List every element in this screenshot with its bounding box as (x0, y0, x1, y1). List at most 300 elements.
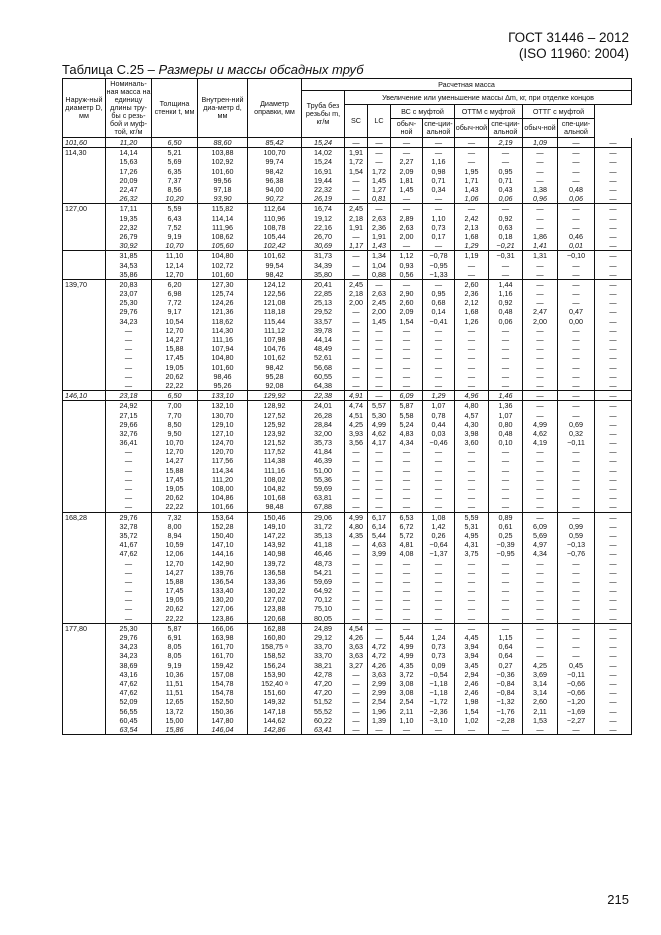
table-cell: 114,14 (198, 214, 248, 223)
table-row (63, 381, 632, 391)
table-cell: 1,53 (523, 716, 558, 725)
table-cell: — (391, 363, 423, 372)
table-cell: — (489, 363, 523, 372)
table-cell: −0,54 (423, 670, 455, 679)
table-cell: — (345, 493, 368, 502)
table-row (63, 176, 632, 185)
table-cell (63, 185, 106, 194)
table-cell: — (558, 604, 595, 613)
table-cell: 2,47 (523, 307, 558, 316)
table-cell: — (523, 502, 558, 512)
table-cell: — (523, 642, 558, 651)
table-cell: 1,86 (523, 232, 558, 241)
table-cell: — (595, 466, 632, 475)
table-cell: 0,10 (489, 438, 523, 447)
table-row (63, 706, 632, 715)
table-cell: — (345, 688, 368, 697)
table-cell: 4,99 (368, 420, 391, 429)
table-cell: 12,70 (152, 558, 198, 567)
table-cell: 123,92 (248, 429, 302, 438)
table-cell: — (558, 447, 595, 456)
table-cell: 4,19 (523, 438, 558, 447)
table-row (63, 167, 632, 176)
table-cell (63, 522, 106, 531)
table-cell: 0,64 (489, 651, 523, 660)
table-cell: — (595, 326, 632, 335)
table-cell (63, 372, 106, 381)
table-cell: 31,73 (302, 251, 345, 261)
table-row (63, 420, 632, 429)
table-cell: 38,21 (302, 661, 345, 670)
table-cell: 41,84 (302, 447, 345, 456)
table-cell (63, 633, 106, 642)
table-cell (63, 232, 106, 241)
table-cell: — (558, 623, 595, 633)
table-cell: 9,19 (152, 232, 198, 241)
table-cell: — (423, 604, 455, 613)
table-cell: — (558, 138, 595, 148)
table-row (63, 447, 632, 456)
table-cell: — (455, 558, 489, 567)
table-cell: 12,70 (152, 326, 198, 335)
table-cell: — (455, 623, 489, 633)
table-cell: 17,45 (152, 353, 198, 362)
table-cell: 3,14 (523, 688, 558, 697)
table-row (63, 531, 632, 540)
table-cell (63, 326, 106, 335)
table-cell: — (523, 558, 558, 567)
table-cell: 2,90 (391, 289, 423, 298)
table-cell: — (523, 289, 558, 298)
table-cell: 150,46 (248, 512, 302, 522)
table-cell: 154,78 (198, 688, 248, 697)
table-cell: 1,04 (368, 260, 391, 269)
table-cell: 3,98 (455, 429, 489, 438)
table-cell: — (423, 148, 455, 158)
table-cell: 75,10 (302, 604, 345, 613)
table-cell: −0,41 (423, 317, 455, 326)
table-cell: — (558, 614, 595, 624)
table-cell: 111,96 (198, 223, 248, 232)
table-cell: 29,76 (106, 633, 152, 642)
table-cell: — (558, 298, 595, 307)
table-cell: 127,52 (248, 410, 302, 419)
table-cell: 35,86 (106, 270, 152, 280)
table-cell: — (595, 344, 632, 353)
table-cell: 0,61 (489, 522, 523, 531)
table-cell: 13,72 (152, 706, 198, 715)
table-cell: — (106, 335, 152, 344)
table-cell: — (489, 475, 523, 484)
table-cell: — (423, 279, 455, 289)
table-cell: — (345, 344, 368, 353)
table-cell: — (455, 568, 489, 577)
table-cell: 100,70 (248, 148, 302, 158)
table-cell: — (489, 577, 523, 586)
table-cell: — (423, 363, 455, 372)
table-cell: 25,30 (106, 623, 152, 633)
table-cell: — (368, 353, 391, 362)
table-cell: — (345, 558, 368, 567)
table-row (63, 185, 632, 194)
table-cell: 48,73 (302, 558, 345, 567)
table-cell (63, 176, 106, 185)
table-cell: — (595, 372, 632, 381)
table-cell: — (595, 298, 632, 307)
table-cell: 34,23 (106, 642, 152, 651)
table-cell: 1,54 (345, 167, 368, 176)
table-cell: — (106, 353, 152, 362)
table-cell: — (391, 568, 423, 577)
col-bc-ordinary: обыч-ной (391, 119, 423, 138)
table-cell: — (345, 577, 368, 586)
table-cell (63, 410, 106, 419)
table-cell (63, 642, 106, 651)
col-diameter: Наруж-ный диаметр D, мм (63, 79, 106, 138)
table-cell: — (595, 176, 632, 185)
table-cell: — (345, 251, 368, 261)
table-cell: 1,95 (455, 167, 489, 176)
table-cell: — (391, 475, 423, 484)
table-cell: 10,36 (152, 670, 198, 679)
table-cell: — (391, 484, 423, 493)
table-cell: — (558, 279, 595, 289)
table-cell: 3,63 (368, 670, 391, 679)
table-cell: 8,94 (152, 531, 198, 540)
col-drift-diameter: Диаметр оправки, мм (248, 79, 302, 138)
table-cell: 80,05 (302, 614, 345, 624)
table-cell: −3,10 (423, 716, 455, 725)
table-cell: 0,81 (368, 194, 391, 204)
table-caption (62, 62, 364, 77)
table-cell: 1,38 (523, 185, 558, 194)
table-cell: — (523, 157, 558, 166)
table-cell: — (423, 204, 455, 214)
table-cell: 114,34 (198, 466, 248, 475)
table-cell: 5,69 (523, 531, 558, 540)
table-cell: 110,96 (248, 214, 302, 223)
table-row (63, 512, 632, 522)
table-cell: 0,73 (423, 651, 455, 660)
table-cell: 26,28 (302, 410, 345, 419)
table-cell: — (455, 725, 489, 735)
table-cell: — (345, 595, 368, 604)
table-cell: 121,08 (248, 298, 302, 307)
table-cell: — (368, 595, 391, 604)
table-cell: 56,68 (302, 363, 345, 372)
table-cell: — (558, 633, 595, 642)
table-cell: 24,92 (106, 401, 152, 411)
table-cell: −1,37 (423, 549, 455, 558)
iso-number: (ISO 11960: 2004) (518, 46, 629, 61)
table-cell: 127,30 (198, 279, 248, 289)
table-cell: 3,69 (523, 670, 558, 679)
table-cell: — (558, 372, 595, 381)
table-cell: 136,54 (198, 577, 248, 586)
table-cell: — (455, 577, 489, 586)
table-cell: — (595, 502, 632, 512)
table-cell: 150,40 (198, 531, 248, 540)
table-cell: 0,98 (423, 167, 455, 176)
table-cell: — (595, 279, 632, 289)
table-cell: — (558, 148, 595, 158)
table-cell: 1,27 (368, 185, 391, 194)
table-row (63, 307, 632, 316)
table-cell: — (455, 138, 489, 148)
table-cell: — (595, 661, 632, 670)
table-cell: — (368, 344, 391, 353)
table-cell: 154,78 (198, 679, 248, 688)
table-cell: 114,30 (198, 326, 248, 335)
table-cell: −2,36 (423, 706, 455, 715)
table-cell: 104,76 (248, 344, 302, 353)
table-cell: 5,58 (391, 410, 423, 419)
table-cell: — (595, 512, 632, 522)
table-cell: — (368, 148, 391, 158)
table-cell: — (345, 353, 368, 362)
table-cell (63, 725, 106, 735)
table-cell: — (523, 466, 558, 475)
table-cell: 104,80 (198, 353, 248, 362)
table-cell: 3,75 (455, 549, 489, 558)
table-cell: — (106, 493, 152, 502)
table-cell (63, 670, 106, 679)
table-cell: — (523, 260, 558, 269)
table-row (63, 475, 632, 484)
table-cell: 4,51 (345, 410, 368, 419)
table-cell: — (368, 204, 391, 214)
table-cell (63, 531, 106, 540)
table-cell: 0,48 (489, 429, 523, 438)
table-cell: 29,06 (302, 512, 345, 522)
table-cell: — (455, 381, 489, 391)
table-cell (63, 549, 106, 558)
table-cell: 2,09 (391, 307, 423, 316)
table-cell: 9,17 (152, 307, 198, 316)
table-cell: — (423, 595, 455, 604)
table-cell (63, 289, 106, 298)
table-cell: — (558, 176, 595, 185)
table-row (63, 633, 632, 642)
table-cell: 4,62 (368, 429, 391, 438)
table-cell: — (595, 633, 632, 642)
table-cell: — (345, 670, 368, 679)
table-cell: — (423, 614, 455, 624)
table-cell (63, 307, 106, 316)
table-cell: 1,46 (489, 391, 523, 401)
table-cell: — (345, 614, 368, 624)
table-cell: 46,39 (302, 456, 345, 465)
table-cell: — (595, 270, 632, 280)
table-cell: — (106, 363, 152, 372)
col-lc: LC (368, 105, 391, 138)
table-cell: — (489, 466, 523, 475)
table-cell: 5,31 (455, 522, 489, 531)
table-cell: 107,94 (198, 344, 248, 353)
table-cell: 117,52 (248, 447, 302, 456)
table-cell: 26,19 (302, 194, 345, 204)
table-row (63, 157, 632, 166)
table-cell: 1,68 (455, 232, 489, 241)
table-cell: 107,98 (248, 335, 302, 344)
table-cell: — (345, 194, 368, 204)
table-cell: — (489, 484, 523, 493)
table-cell: 20,09 (106, 176, 152, 185)
table-cell: −0,11 (558, 438, 595, 447)
table-cell: — (489, 270, 523, 280)
table-cell: — (455, 614, 489, 624)
table-cell: — (368, 157, 391, 166)
table-cell: −1,33 (423, 270, 455, 280)
table-cell: 63,41 (302, 725, 345, 735)
table-cell: — (106, 372, 152, 381)
table-cell: 29,66 (106, 420, 152, 429)
table-cell: 143,92 (248, 540, 302, 549)
table-cell: — (345, 484, 368, 493)
table-cell: 5,72 (391, 531, 423, 540)
table-cell: 115,82 (198, 204, 248, 214)
table-cell: 2,00 (523, 317, 558, 326)
table-cell: 10,70 (152, 438, 198, 447)
col-calc-mass: Расчетная масса (302, 79, 632, 91)
table-cell: — (106, 558, 152, 567)
table-cell: 5,87 (391, 401, 423, 411)
table-cell: 17,45 (152, 586, 198, 595)
table-row (63, 716, 632, 725)
table-cell: 6,98 (152, 289, 198, 298)
table-row (63, 429, 632, 438)
table-cell: 1,68 (455, 307, 489, 316)
table-cell: 129,10 (198, 420, 248, 429)
table-row (63, 410, 632, 419)
table-body (63, 138, 632, 735)
table-cell: 12,65 (152, 697, 198, 706)
table-cell: 38,69 (106, 661, 152, 670)
table-cell: 0,00 (558, 317, 595, 326)
table-cell: 60,45 (106, 716, 152, 725)
table-cell: 0,71 (489, 176, 523, 185)
table-cell: 32,78 (106, 522, 152, 531)
table-cell: — (523, 614, 558, 624)
table-cell: −0,66 (558, 679, 595, 688)
table-cell: 3,94 (455, 642, 489, 651)
col-thickness: Толщина стенки t, мм (152, 79, 198, 138)
table-cell: — (391, 586, 423, 595)
table-cell: 0,06 (558, 194, 595, 204)
table-cell: 14,14 (106, 148, 152, 158)
table-cell: — (391, 614, 423, 624)
table-cell: — (489, 502, 523, 512)
table-cell: 1,44 (489, 279, 523, 289)
table-cell: −0,76 (558, 549, 595, 558)
table-cell: 8,00 (152, 522, 198, 531)
table-cell: — (489, 493, 523, 502)
table-cell: 22,85 (302, 289, 345, 298)
table-cell: 7,37 (152, 176, 198, 185)
table-cell: 0,44 (423, 420, 455, 429)
table-cell: — (423, 326, 455, 335)
table-cell: 34,23 (106, 317, 152, 326)
table-cell: 29,76 (106, 512, 152, 522)
table-cell (63, 706, 106, 715)
table-cell: — (391, 344, 423, 353)
table-cell: 52,09 (106, 697, 152, 706)
table-cell: — (423, 335, 455, 344)
table-cell: 111,20 (198, 475, 248, 484)
table-cell: 4,97 (523, 540, 558, 549)
table-cell: 0,59 (558, 531, 595, 540)
table-cell: 56,55 (106, 706, 152, 715)
table-cell: 26,32 (106, 194, 152, 204)
table-cell: 14,27 (152, 456, 198, 465)
table-cell: — (595, 558, 632, 567)
table-cell: 64,38 (302, 381, 345, 391)
table-cell: — (423, 502, 455, 512)
table-cell: — (595, 148, 632, 158)
table-cell: 46,46 (302, 549, 345, 558)
table-cell: 105,60 (198, 241, 248, 251)
table-cell: 156,24 (248, 661, 302, 670)
table-cell: — (455, 204, 489, 214)
table-cell: 26,79 (106, 232, 152, 241)
table-cell: 2,63 (391, 223, 423, 232)
table-cell (63, 679, 106, 688)
table-cell: 102,42 (248, 241, 302, 251)
table-cell: 19,12 (302, 214, 345, 223)
table-cell (63, 614, 106, 624)
table-cell: 22,22 (152, 502, 198, 512)
table-cell: 29,76 (106, 307, 152, 316)
table-cell: — (368, 456, 391, 465)
table-cell: 16,74 (302, 204, 345, 214)
table-cell: 59,69 (302, 484, 345, 493)
table-cell: 22,38 (302, 391, 345, 401)
table-cell: — (489, 204, 523, 214)
table-cell: 3,08 (391, 688, 423, 697)
table-cell: 4,83 (391, 429, 423, 438)
table-cell: 9,19 (152, 661, 198, 670)
table-cell: — (423, 568, 455, 577)
table-cell: 7,52 (152, 223, 198, 232)
table-row (63, 326, 632, 335)
table-cell: 4,62 (523, 429, 558, 438)
table-cell: 1,19 (455, 251, 489, 261)
table-cell: — (523, 577, 558, 586)
table-cell: 4,30 (455, 420, 489, 429)
table-cell: — (391, 604, 423, 613)
table-cell (63, 353, 106, 362)
table-cell (63, 604, 106, 613)
table-cell: 12,14 (152, 260, 198, 269)
table-cell (63, 586, 106, 595)
table-cell: 60,55 (302, 372, 345, 381)
table-cell: 1,98 (455, 697, 489, 706)
table-row (63, 353, 632, 362)
table-cell: — (368, 138, 391, 148)
table-cell: 2,45 (368, 298, 391, 307)
table-cell: 8,05 (152, 651, 198, 660)
table-cell: — (523, 148, 558, 158)
table-row (63, 568, 632, 577)
table-cell: 48,49 (302, 344, 345, 353)
table-row (63, 260, 632, 269)
table-cell: 2,46 (455, 688, 489, 697)
table-cell: — (368, 568, 391, 577)
table-cell: — (106, 484, 152, 493)
table-cell: — (523, 595, 558, 604)
table-cell: −0,31 (489, 251, 523, 261)
table-cell: 0,45 (558, 661, 595, 670)
